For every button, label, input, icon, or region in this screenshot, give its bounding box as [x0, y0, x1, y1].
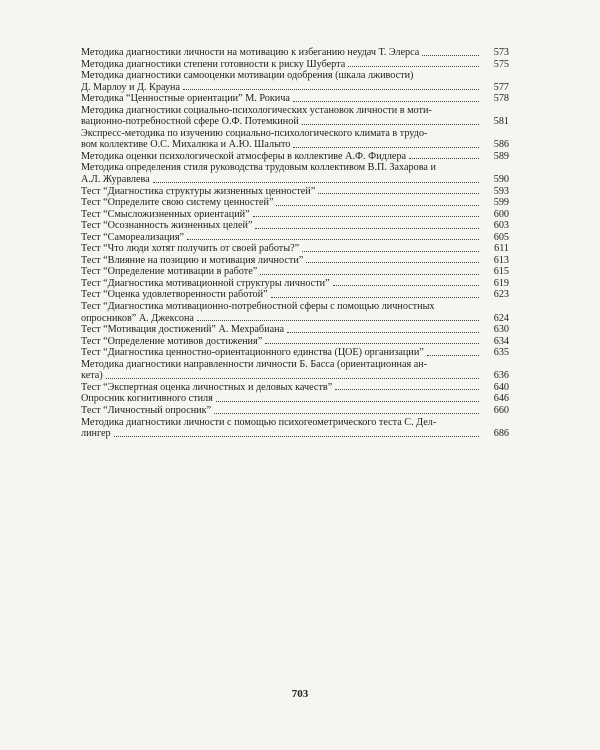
toc-entry-page: 586 [493, 139, 509, 151]
toc-entry-title: Тест “Оценка удовлетворенности работой” [81, 289, 268, 301]
leader-dots [422, 55, 479, 56]
toc-entry-page: 575 [493, 58, 509, 70]
toc-entry-title: опросников” А. Джексона [81, 312, 194, 324]
toc-entry-title: Тест “Влияние на позицию и мотивация личности” [81, 254, 304, 266]
leader-dots [265, 343, 479, 344]
toc-entry [81, 347, 509, 359]
toc-entry [81, 232, 509, 244]
leader-dots [333, 285, 479, 286]
toc-entry-title: Опросник когнитивного стиля [81, 393, 213, 405]
toc-entry-title: Тест “Диагностика структуры жизненных ценностей” [81, 185, 316, 197]
leader-dots [253, 216, 479, 217]
leader-dots [106, 378, 479, 379]
toc-entry-page: 573 [493, 47, 509, 58]
leader-dots [260, 274, 479, 275]
toc-entry-title: Методика диагностики социально-психологических установок личности в моти- [81, 104, 432, 116]
toc-entry-page: 660 [493, 404, 509, 416]
toc-entry-title: Тест “Что люди хотят получить от своей работы?” [81, 243, 300, 255]
leader-dots [216, 401, 479, 402]
toc-entry-title: Тест “Мотивация достижений” А. Мехрабиана [81, 324, 285, 336]
toc-entry [81, 186, 509, 198]
toc-entry-page: 589 [493, 150, 509, 162]
leader-dots [293, 147, 479, 148]
toc-entry-page: 615 [493, 266, 509, 278]
leader-dots [271, 297, 479, 298]
toc-entry-title: Тест “Личностный опросник” [81, 404, 212, 416]
toc-entry-page: 630 [493, 324, 509, 336]
toc-entry [81, 301, 509, 324]
toc-entry-title: Тест “Диагностика ценностно-ориентационного единства (ЦОЕ) организации” [81, 347, 424, 359]
toc-entry-page: 578 [493, 93, 509, 105]
toc-entry-title: Экспресс-методика по изучению социально-психологического климата в трудо- [81, 127, 428, 139]
toc-entry [81, 266, 509, 278]
toc-entry-title: Тест “Определение мотивов достижения” [81, 335, 263, 347]
toc-entry [81, 93, 509, 105]
leader-dots [255, 228, 479, 229]
toc-entry [81, 243, 509, 255]
toc-entry-title: вом коллективе О.С. Михалюка и А.Ю. Шалыто [81, 139, 291, 151]
toc-entry [81, 417, 509, 440]
leader-dots [335, 389, 479, 390]
toc-entry-title: Методика определения стиля руководства трудовым коллективом В.П. Захарова и [81, 162, 436, 174]
toc-entry-page: 600 [493, 208, 509, 220]
toc-entry-page: 636 [493, 370, 509, 382]
toc-entry-title: Тест “Смысложизненных ориентаций” [81, 208, 250, 220]
leader-dots [409, 158, 479, 159]
toc-entry [81, 278, 509, 290]
leader-dots [287, 332, 479, 333]
toc-entry-title: Тест “Экспертная оценка личностных и деловых качеств” [81, 381, 333, 393]
toc-entry [81, 47, 509, 59]
page-number: 703 [291, 688, 309, 700]
toc-entry-title: Тест “Самореализация” [81, 231, 185, 243]
toc-entry-page: 686 [493, 428, 509, 440]
leader-dots [197, 320, 479, 321]
toc-entry-title: Тест “Определите свою систему ценностей” [81, 197, 274, 209]
toc-entry-title: Методика “Ценностные ориентации” М. Рокича [81, 93, 290, 105]
leader-dots [153, 182, 479, 183]
toc-entry [81, 255, 509, 267]
toc-entry-page: 640 [493, 381, 509, 393]
leader-dots [318, 193, 479, 194]
table-of-contents [81, 47, 509, 440]
toc-entry [81, 359, 509, 382]
leader-dots [293, 101, 479, 102]
toc-entry [81, 405, 509, 417]
toc-entry [81, 59, 509, 71]
leader-dots [302, 251, 479, 252]
toc-entry-title: кета) [81, 370, 103, 382]
toc-entry-title: Методика диагностики направленности личности Б. Басса (ориентационная ан- [81, 358, 428, 370]
toc-entry [81, 324, 509, 336]
toc-entry-page: 593 [493, 185, 509, 197]
toc-entry-title: Методика диагностики самооценки мотивации одобрения (шкала лживости) [81, 70, 414, 82]
toc-entry-title: Методика диагностики личности с помощью психогеометрического теста С. Дел- [81, 416, 437, 428]
toc-entry [81, 151, 509, 163]
leader-dots [187, 239, 479, 240]
toc-entry [81, 336, 509, 348]
toc-entry-page: 611 [494, 243, 509, 255]
toc-entry-title: Тест “Диагностика мотивационной структуры личности” [81, 277, 330, 289]
toc-entry-page: 613 [493, 254, 509, 266]
toc-entry-page: 635 [493, 347, 509, 359]
toc-entry-page: 577 [493, 81, 509, 93]
toc-entry-title: Д. Марлоу и Д. Крауна [81, 81, 181, 93]
toc-entry-page: 623 [493, 289, 509, 301]
toc-entry-page: 603 [493, 220, 509, 232]
leader-dots [214, 413, 479, 414]
toc-entry [81, 70, 509, 93]
toc-entry [81, 209, 509, 221]
toc-entry-title: Методика диагностики личности на мотивацию к избеганию неудач Т. Элерса [81, 47, 420, 58]
toc-entry-page: 619 [493, 277, 509, 289]
toc-entry [81, 382, 509, 394]
toc-entry-title: лингер [81, 428, 111, 440]
toc-entry-title: Тест “Диагностика мотивационно-потребностной сферы с помощью личностных [81, 301, 435, 313]
leader-dots [427, 355, 479, 356]
toc-entry-page: 590 [493, 174, 509, 186]
toc-entry-title: Методика диагностики степени готовности к риску Шуберта [81, 58, 346, 70]
toc-entry-page: 624 [493, 312, 509, 324]
toc-entry [81, 289, 509, 301]
toc-entry-page: 634 [493, 335, 509, 347]
toc-entry [81, 128, 509, 151]
toc-entry [81, 393, 509, 405]
toc-entry-title: вационно-потребностной сфере О.Ф. Потемкиной [81, 116, 299, 128]
toc-entry [81, 105, 509, 128]
toc-entry-page: 605 [493, 231, 509, 243]
toc-entry [81, 197, 509, 209]
toc-entry [81, 220, 509, 232]
leader-dots [183, 89, 479, 90]
leader-dots [114, 436, 479, 437]
leader-dots [306, 262, 479, 263]
toc-entry-title: А.Л. Журавлева [81, 174, 150, 186]
leader-dots [302, 124, 479, 125]
toc-entry [81, 162, 509, 185]
leader-dots [348, 66, 479, 67]
toc-entry-page: 646 [493, 393, 509, 405]
leader-dots [276, 205, 479, 206]
toc-entry-title: Тест “Осознанность жизненных целей” [81, 220, 253, 232]
toc-entry-title: Тест “Определение мотивации в работе” [81, 266, 258, 278]
toc-entry-title: Методика оценки психологической атмосферы в коллективе А.Ф. Фидлера [81, 150, 407, 162]
toc-entry-page: 581 [493, 116, 509, 128]
toc-entry-page: 599 [493, 197, 509, 209]
